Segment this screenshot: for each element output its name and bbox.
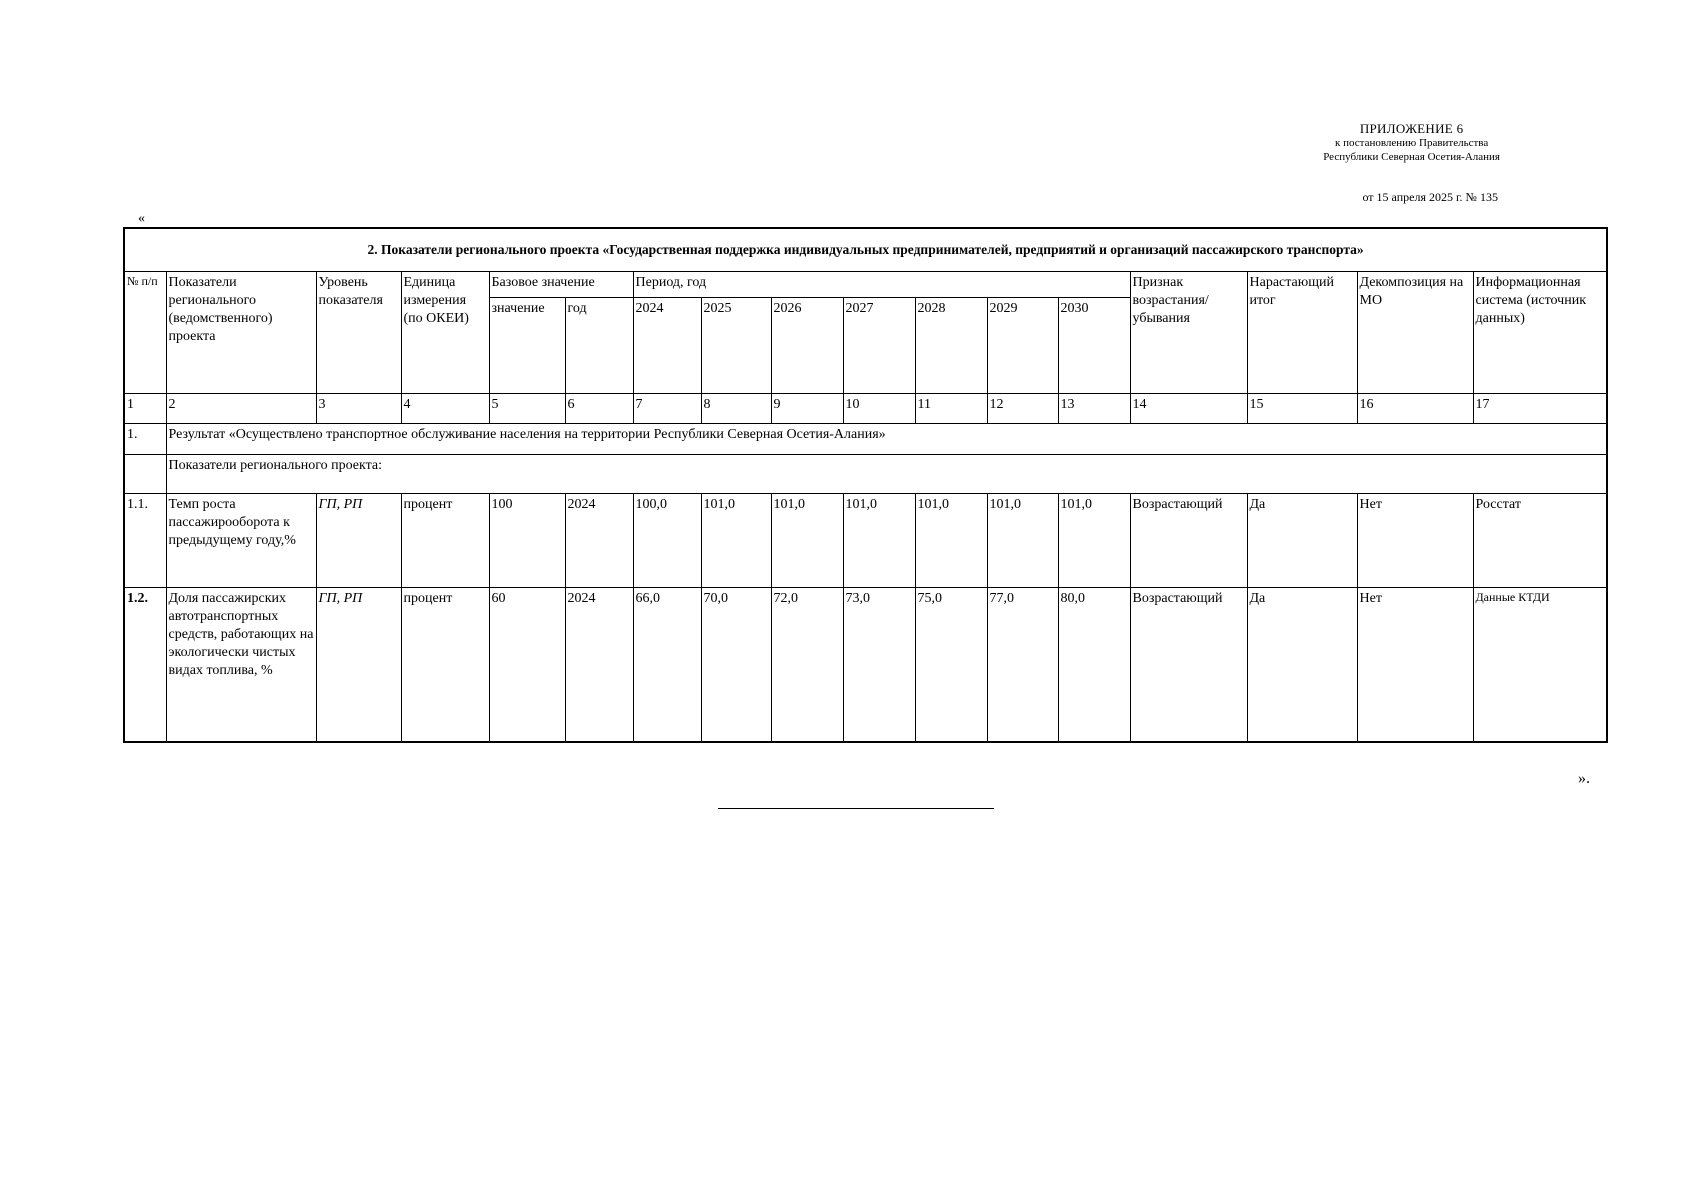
column-number: 13 [1058, 393, 1130, 423]
row-num: 1.2. [124, 587, 166, 742]
header-year: 2029 [987, 297, 1058, 393]
document-header [1323, 121, 1500, 165]
appendix-line2: Республики Северная Осетия-Алания [1323, 151, 1500, 163]
column-number: 9 [771, 393, 843, 423]
header-year: 2025 [701, 297, 771, 393]
row-value-2027: 101,0 [843, 493, 915, 587]
row-value-2030: 80,0 [1058, 587, 1130, 742]
header-base: Базовое значение [489, 271, 633, 297]
table-row [124, 493, 1607, 587]
header-sign: Признак возрастания/ убывания [1130, 271, 1247, 393]
row-value-2030: 101,0 [1058, 493, 1130, 587]
header-level: Уровень показателя [316, 271, 401, 393]
column-number: 6 [565, 393, 633, 423]
header-year: 2024 [633, 297, 701, 393]
row-decomposition: Нет [1357, 587, 1473, 742]
row-unit: процент [401, 587, 489, 742]
row-value-2029: 101,0 [987, 493, 1058, 587]
column-number: 17 [1473, 393, 1607, 423]
column-number: 7 [633, 393, 701, 423]
header-indicator: Показатели регионального (ведомственного) проекта [166, 271, 316, 393]
table-row [124, 587, 1607, 742]
column-number: 14 [1130, 393, 1247, 423]
header-unit: Единица измерения (по ОКЕИ) [401, 271, 489, 393]
row-sign: Возрастающий [1130, 587, 1247, 742]
table-title: 2. Показатели регионального проекта «Государственная поддержка индивидуальных предпринимателей, предприятий и организаций пассажирского транспорта» [124, 228, 1607, 271]
subheader-num-empty [124, 454, 166, 493]
row-value-2026: 72,0 [771, 587, 843, 742]
row-num: 1.1. [124, 493, 166, 587]
row-cumulative: Да [1247, 587, 1357, 742]
result-text: Результат «Осуществлено транспортное обслуживание населения на территории Республики Северная Осетия-Алания» [166, 423, 1607, 454]
header-decomposition: Декомпозиция на МО [1357, 271, 1473, 393]
column-number: 1 [124, 393, 166, 423]
row-value-2024: 66,0 [633, 587, 701, 742]
appendix-line1: к постановлению Правительства [1334, 137, 1489, 150]
signature-divider [718, 808, 994, 809]
column-number: 3 [316, 393, 401, 423]
row-value-2027: 73,0 [843, 587, 915, 742]
row-unit: процент [401, 493, 489, 587]
row-value-2026: 101,0 [771, 493, 843, 587]
indicators-table [123, 227, 1608, 743]
header-year: 2027 [843, 297, 915, 393]
column-number: 4 [401, 393, 489, 423]
row-level: ГП, РП [316, 493, 401, 587]
header-num: № п/п [124, 271, 166, 393]
row-value-2025: 101,0 [701, 493, 771, 587]
row-indicator: Темп роста пассажирооборота к предыдущему году,% [166, 493, 316, 587]
column-number: 2 [166, 393, 316, 423]
row-indicator: Доля пассажирских автотранспортных средств, работающих на экологически чистых видах топлива, % [166, 587, 316, 742]
result-num: 1. [124, 423, 166, 454]
header-year: 2026 [771, 297, 843, 393]
row-value-2028: 101,0 [915, 493, 987, 587]
header-year: 2030 [1058, 297, 1130, 393]
column-number: 11 [915, 393, 987, 423]
subheader-row [124, 454, 1607, 493]
header-cumulative: Нарастающий итог [1247, 271, 1357, 393]
header-year: 2028 [915, 297, 987, 393]
row-base-value: 60 [489, 587, 565, 742]
row-base-value: 100 [489, 493, 565, 587]
row-base-year: 2024 [565, 587, 633, 742]
header-row-1 [124, 271, 1607, 297]
row-value-2025: 70,0 [701, 587, 771, 742]
column-numbers-row [124, 393, 1607, 423]
appendix-title: ПРИЛОЖЕНИЕ 6 [1359, 121, 1464, 136]
column-number: 10 [843, 393, 915, 423]
column-number: 15 [1247, 393, 1357, 423]
row-value-2024: 100,0 [633, 493, 701, 587]
header-period: Период, год [633, 271, 1130, 297]
header-base-year: год [565, 297, 633, 393]
subheader-text: Показатели регионального проекта: [166, 454, 1607, 493]
row-info-system: Данные КТДИ [1473, 587, 1607, 742]
row-value-2028: 75,0 [915, 587, 987, 742]
open-quote-mark: « [138, 211, 145, 226]
column-number: 16 [1357, 393, 1473, 423]
row-base-year: 2024 [565, 493, 633, 587]
order-reference: от 15 апреля 2025 г. № 135 [1362, 190, 1498, 204]
row-cumulative: Да [1247, 493, 1357, 587]
table-title-row [124, 228, 1607, 271]
column-number: 5 [489, 393, 565, 423]
row-decomposition: Нет [1357, 493, 1473, 587]
row-sign: Возрастающий [1130, 493, 1247, 587]
header-info-system: Информационная система (источник данных) [1473, 271, 1607, 393]
column-number: 8 [701, 393, 771, 423]
header-base-value: значение [489, 297, 565, 393]
row-value-2029: 77,0 [987, 587, 1058, 742]
row-level: ГП, РП [316, 587, 401, 742]
row-info-system: Росстат [1473, 493, 1607, 587]
result-row [124, 423, 1607, 454]
column-number: 12 [987, 393, 1058, 423]
close-quote-mark: ». [1578, 770, 1590, 787]
